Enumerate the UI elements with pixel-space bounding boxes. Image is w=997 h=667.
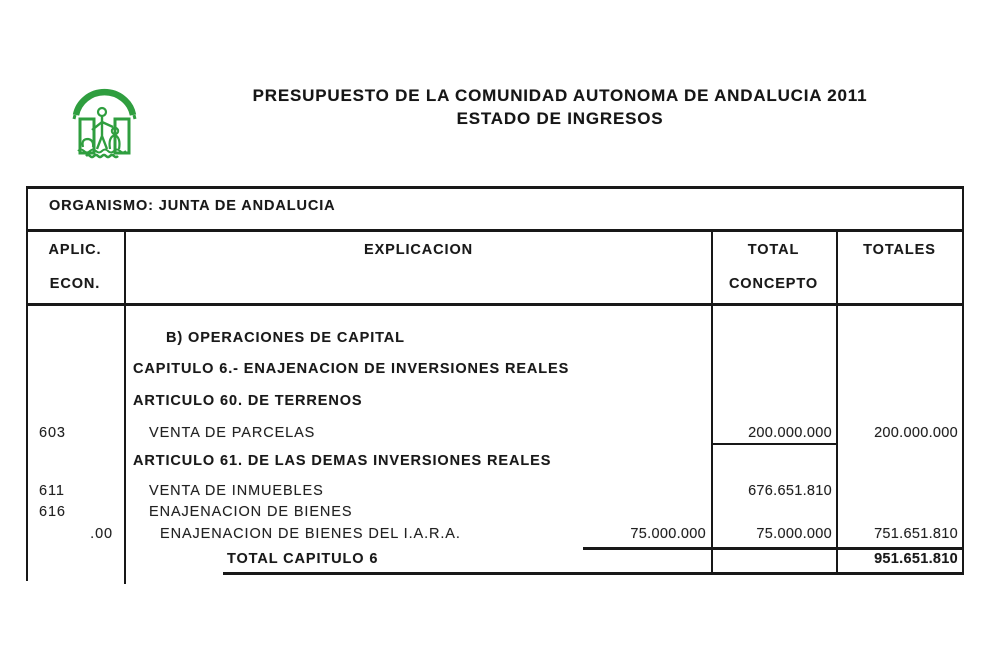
row-7-totales: 751.651.810 <box>874 526 958 542</box>
col-separator-aplic <box>124 232 126 584</box>
underline-concepto-parcelas <box>711 443 838 445</box>
row-2-label: ARTICULO 60. DE TERRENOS <box>133 393 363 409</box>
col-separator-totales <box>836 232 838 575</box>
row-1-label: CAPITULO 6.- ENAJENACION DE INVERSIONES REALES <box>133 361 570 377</box>
header-separator <box>26 303 964 306</box>
row-4-label: ARTICULO 61. DE LAS DEMAS INVERSIONES REALES <box>133 453 552 469</box>
organismo-separator <box>26 229 964 232</box>
header-aplic-line2: ECON. <box>49 276 101 292</box>
chapter-total-rule <box>223 572 964 575</box>
row-8-totales: 951.651.810 <box>874 551 958 567</box>
row-0-label: B) OPERACIONES DE CAPITAL <box>166 330 405 346</box>
row-7-sub-amount: 75.000.000 <box>630 526 706 542</box>
row-3-label: VENTA DE PARCELAS <box>149 425 316 441</box>
row-5-label: VENTA DE INMUEBLES <box>149 483 324 499</box>
row-7-code: .00 <box>90 526 113 542</box>
row-6-code: 616 <box>39 504 66 520</box>
subtotal-rule <box>583 547 964 550</box>
header-totales: TOTALES <box>863 242 936 258</box>
title-line-1: PRESUPUESTO DE LA COMUNIDAD AUTONOMA DE ANDALUCIA 2011 <box>252 86 868 105</box>
table-border-top <box>26 186 964 189</box>
header-aplic-line1: APLIC. <box>48 242 102 258</box>
row-7-label: ENAJENACION DE BIENES DEL I.A.R.A. <box>160 526 461 542</box>
organismo-label: ORGANISMO: JUNTA DE ANDALUCIA <box>49 198 336 214</box>
row-5-total-concepto: 676.651.810 <box>748 483 832 499</box>
row-6-label: ENAJENACION DE BIENES <box>149 504 353 520</box>
junta-de-andalucia-logo-icon <box>71 81 139 163</box>
row-7-total-concepto: 75.000.000 <box>756 526 832 542</box>
row-8-label: TOTAL CAPITULO 6 <box>227 551 379 567</box>
row-3-code: 603 <box>39 425 66 441</box>
row-3-total-concepto: 200.000.000 <box>748 425 832 441</box>
document-title <box>180 86 940 129</box>
header-total-concepto-line1: TOTAL <box>747 242 800 258</box>
header-explicacion: EXPLICACION <box>364 242 473 258</box>
title-line-2: ESTADO DE INGRESOS <box>456 109 664 128</box>
header-total-concepto-line2: CONCEPTO <box>728 276 819 292</box>
row-5-code: 611 <box>39 483 65 499</box>
row-3-totales: 200.000.000 <box>874 425 958 441</box>
